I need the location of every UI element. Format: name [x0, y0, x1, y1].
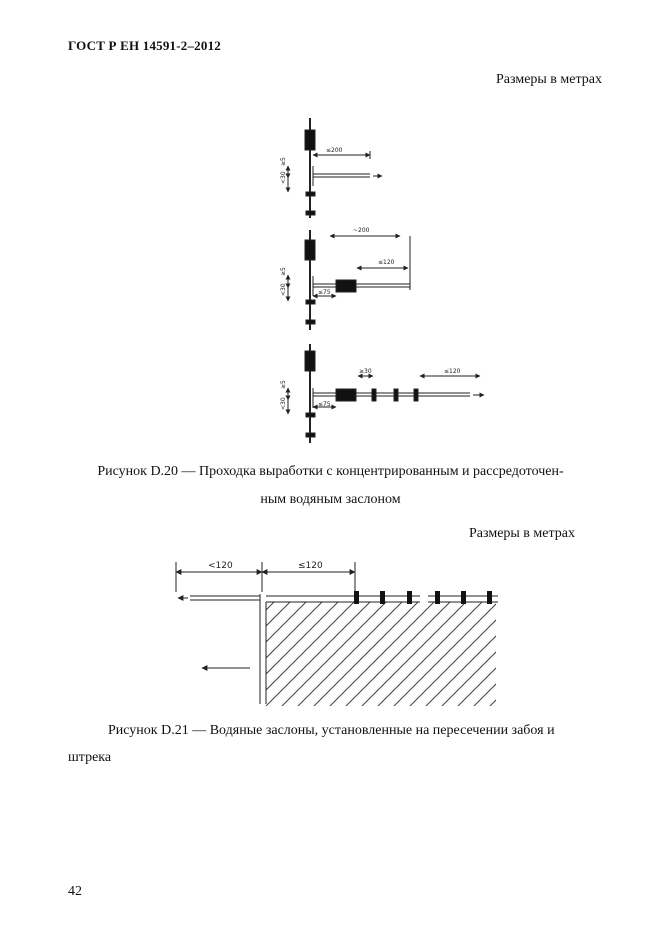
dim-label: <30: [280, 283, 287, 296]
dim-label: ≥5: [280, 157, 287, 166]
dim-label: ≤75: [318, 401, 331, 408]
figure21-units-note: Размеры в метрах: [469, 526, 575, 541]
dim-label: <120: [208, 561, 233, 571]
dim-label: ≤120: [378, 259, 395, 266]
dim-label: <30: [280, 397, 287, 410]
figure20-units-note: Размеры в метрах: [496, 72, 602, 87]
dim-label: <30: [280, 171, 287, 184]
figure21-caption: Рисунок D.21 — Водяные заслоны, установленные на пересечении забоя и: [108, 723, 555, 738]
page-number: 42: [68, 884, 82, 899]
dim-label: ≤120: [298, 561, 323, 571]
dim-label: ≤120: [444, 368, 461, 375]
dim-label: ≥30: [359, 368, 372, 375]
dim-label: ~200: [353, 227, 370, 234]
figure21-drawing: [170, 556, 502, 708]
dim-label: ≤200: [326, 147, 343, 154]
figure20-caption: Рисунок D.20 — Проходка выработки с концентрированным и рассредоточен-: [97, 464, 564, 479]
figure21-caption-continued: штрека: [68, 750, 112, 765]
dim-label: ≤75: [318, 289, 331, 296]
figure20-drawing: [270, 118, 500, 448]
dim-label: ≥5: [280, 267, 287, 276]
figure20-caption-continued: ным водяным заслоном: [260, 492, 401, 507]
dim-label: ≥5: [280, 380, 287, 389]
document-header: ГОСТ Р ЕН 14591-2–2012: [68, 38, 221, 53]
